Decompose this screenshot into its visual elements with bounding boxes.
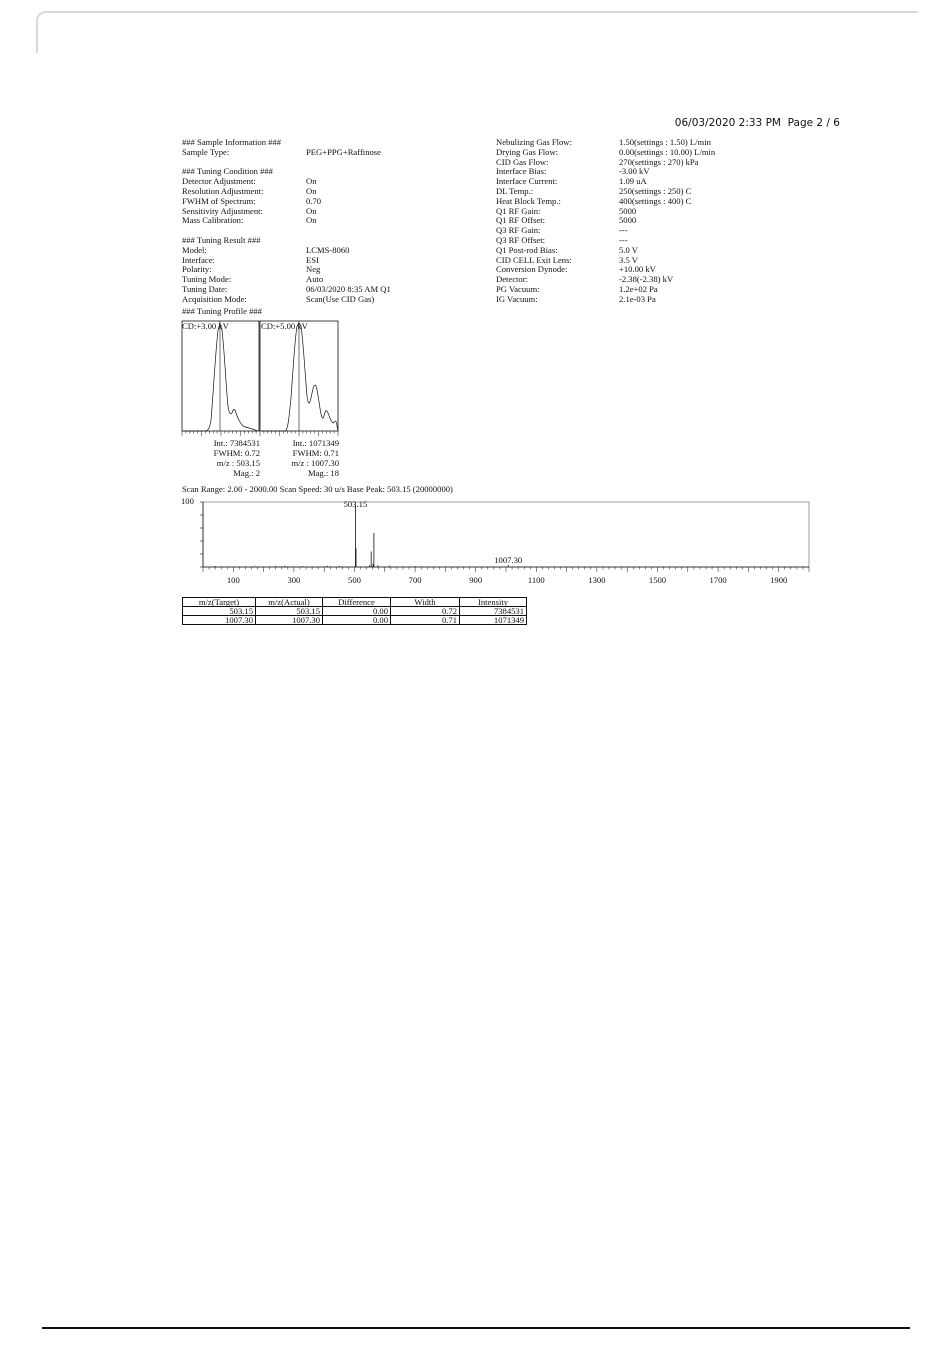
parameter-value: +10.00 kV [619, 264, 656, 275]
info-left-column [182, 138, 482, 316]
parameter-value: 270(settings : 270) kPa [619, 156, 699, 167]
info-key: Model: [182, 244, 207, 255]
info-value: On [306, 185, 317, 196]
info-value: 0.70 [306, 195, 322, 206]
parameters-column [496, 138, 796, 305]
parameter-value: 400(settings : 400) C [619, 195, 692, 206]
parameter-row [496, 216, 796, 226]
profile-2-fwhm: FWHM: 0.71 [292, 448, 339, 458]
parameter-value: 1.2e+02 Pa [619, 283, 658, 294]
parameter-key: Interface Current: [496, 176, 558, 187]
parameter-key: Q3 RF Gain: [496, 225, 541, 236]
info-value: 06/03/2020 8:35 AM Q1 [306, 283, 391, 294]
col-width: Width [391, 598, 460, 607]
tuning-result-table [182, 597, 527, 625]
parameter-key: Detector: [496, 274, 528, 285]
col-intensity: Intensity [460, 598, 527, 607]
parameter-value: --- [619, 234, 628, 245]
tuning-profile-title: ### Tuning Profile ### [182, 305, 262, 316]
footer-rule [42, 1327, 910, 1329]
peak-label: 1007.30 [494, 554, 523, 565]
info-key: Polarity: [182, 264, 212, 275]
x-tick-label: 100 [226, 575, 240, 585]
info-key: Mass Calibration: [182, 215, 244, 226]
profile-1-mz: m/z : 503.15 [216, 458, 260, 468]
spectrum-annotations [344, 499, 523, 565]
parameter-key: Q3 RF Offset: [496, 234, 546, 245]
col-mz-target: m/z(Target) [183, 598, 256, 607]
parameter-key: Q1 Post-rod Bias: [496, 244, 558, 255]
table-row [183, 616, 527, 625]
profile-panel-1-frame [182, 321, 259, 431]
profile-2-mz: m/z : 1007.30 [291, 458, 339, 468]
sample-info-title: ### Sample Information ### [182, 137, 282, 147]
info-value: Auto [306, 274, 324, 285]
spectrum-y-ticks [200, 502, 203, 567]
x-tick-label: 500 [348, 575, 361, 585]
parameter-value: 1.50(settings : 1.50) L/min [619, 137, 711, 147]
spectrum-x-ticks [203, 567, 809, 585]
cell-width: 0.72 [391, 607, 460, 616]
x-tick-label: 1300 [588, 575, 606, 585]
profile-1-fwhm: FWHM: 0.72 [213, 448, 260, 458]
col-difference: Difference [323, 598, 391, 607]
cell-mz-target: 503.15 [183, 607, 256, 616]
parameter-key: PG Vacuum: [496, 283, 540, 294]
scan-info-line: Scan Range: 2.00 - 2000.00 Scan Speed: 30 u/s Base Peak: 503.15 (20000000) [182, 484, 453, 494]
parameter-key: Conversion Dynode: [496, 264, 568, 275]
x-tick-label: 1700 [709, 575, 727, 585]
info-value: Neg [306, 264, 321, 275]
info-value: On [306, 176, 317, 187]
info-key: Resolution Adjustment: [182, 185, 264, 196]
profile-1-int: Int.: 7384531 [213, 438, 260, 448]
print-datetime: 06/03/2020 2:33 PM [674, 117, 781, 129]
info-value: On [306, 215, 317, 226]
parameter-value: 5.0 V [619, 244, 638, 255]
cell-difference: 0.00 [323, 616, 391, 625]
parameter-value: --- [619, 225, 628, 236]
info-row [182, 246, 482, 256]
profile-axis-ticks [182, 431, 338, 436]
profile-2-mag: Mag.: 18 [307, 468, 339, 478]
info-key: Tuning Mode: [182, 274, 232, 285]
peak-label: 503.15 [343, 499, 368, 509]
profile-2-trace [261, 323, 338, 431]
info-row [182, 295, 482, 305]
mass-spectrum-chart [178, 495, 818, 595]
x-tick-label: 700 [408, 575, 422, 585]
x-tick-label: 1100 [527, 575, 545, 585]
tuning-result-title: ### Tuning Result ### [182, 234, 261, 245]
info-row [182, 216, 482, 226]
cell-width: 0.71 [391, 616, 460, 625]
parameter-key: IG Vacuum: [496, 293, 538, 304]
parameter-key: Interface Bias: [496, 166, 547, 177]
info-key: Tuning Date: [182, 283, 228, 294]
col-mz-actual: m/z(Actual) [256, 598, 323, 607]
cell-intensity: 7384531 [460, 607, 527, 616]
profile-1-trace [183, 324, 258, 431]
parameter-key: Q1 RF Gain: [496, 205, 541, 216]
info-row [182, 148, 482, 158]
parameter-value: 5000 [619, 215, 637, 226]
cell-intensity: 1071349 [460, 616, 527, 625]
info-value: PEG+PPG+Raffinose [306, 146, 381, 157]
x-tick-label: 300 [287, 575, 301, 585]
profile-2-int: Int.: 1071349 [292, 438, 339, 448]
cell-mz-actual: 1007.30 [256, 616, 323, 625]
parameter-value: 1.09 uA [619, 176, 647, 187]
parameter-value: 0.00(settings : 10.00) L/min [619, 146, 716, 157]
cell-mz-target: 1007.30 [183, 616, 256, 625]
info-value: LCMS-8060 [306, 244, 350, 255]
parameter-value: -2.38(-2.38) kV [619, 274, 674, 285]
parameter-value: 5000 [619, 205, 637, 216]
parameter-value: 2.1e-03 Pa [619, 293, 656, 304]
spectrum-y-max-label: 100 [181, 496, 194, 506]
page-header [600, 117, 840, 129]
profile-1-mag: Mag.: 2 [233, 468, 260, 478]
parameter-key: CID Gas Flow: [496, 156, 549, 167]
parameter-value: -3.00 kV [619, 166, 650, 177]
info-key: Sensitivity Adjustment: [182, 205, 263, 216]
parameter-row [496, 197, 796, 207]
info-value: On [306, 205, 317, 216]
info-key: Sample Type: [182, 146, 230, 157]
parameter-key: Heat Block Temp.: [496, 195, 561, 206]
info-key: Detector Adjustment: [182, 176, 256, 187]
parameter-key: CID CELL Exit Lens: [496, 254, 572, 265]
profile-1-cd-label: CD:+3.00 kV [182, 321, 229, 331]
x-tick-label: 1900 [770, 575, 788, 585]
info-key: Interface: [182, 254, 215, 265]
tuning-profile-plot [181, 318, 343, 480]
parameter-key: Q1 RF Offset: [496, 215, 546, 226]
parameter-key: Drying Gas Flow: [496, 146, 559, 157]
parameter-value: 3.5 V [619, 254, 638, 265]
x-tick-label: 1500 [648, 575, 667, 585]
cell-mz-actual: 503.15 [256, 607, 323, 616]
report-frame-top [36, 11, 918, 53]
parameter-key: DL Temp.: [496, 185, 534, 196]
info-key: FWHM of Spectrum: [182, 195, 256, 206]
parameter-value: 250(settings : 250) C [619, 185, 692, 196]
tuning-condition-title: ### Tuning Condition ### [182, 166, 273, 177]
info-key: Acquisition Mode: [182, 293, 247, 304]
profile-2-cd-label: CD:+5.00 kV [261, 321, 308, 331]
parameter-key: Nebulizing Gas Flow: [496, 137, 572, 147]
info-value: ESI [306, 254, 319, 265]
parameter-row [496, 295, 796, 305]
x-tick-label: 900 [469, 575, 483, 585]
info-row [182, 256, 482, 266]
spectrum-peaks [215, 505, 508, 567]
info-value: Scan(Use CID Gas) [306, 293, 375, 304]
page-number: Page 2 / 6 [787, 117, 840, 129]
cell-difference: 0.00 [323, 607, 391, 616]
